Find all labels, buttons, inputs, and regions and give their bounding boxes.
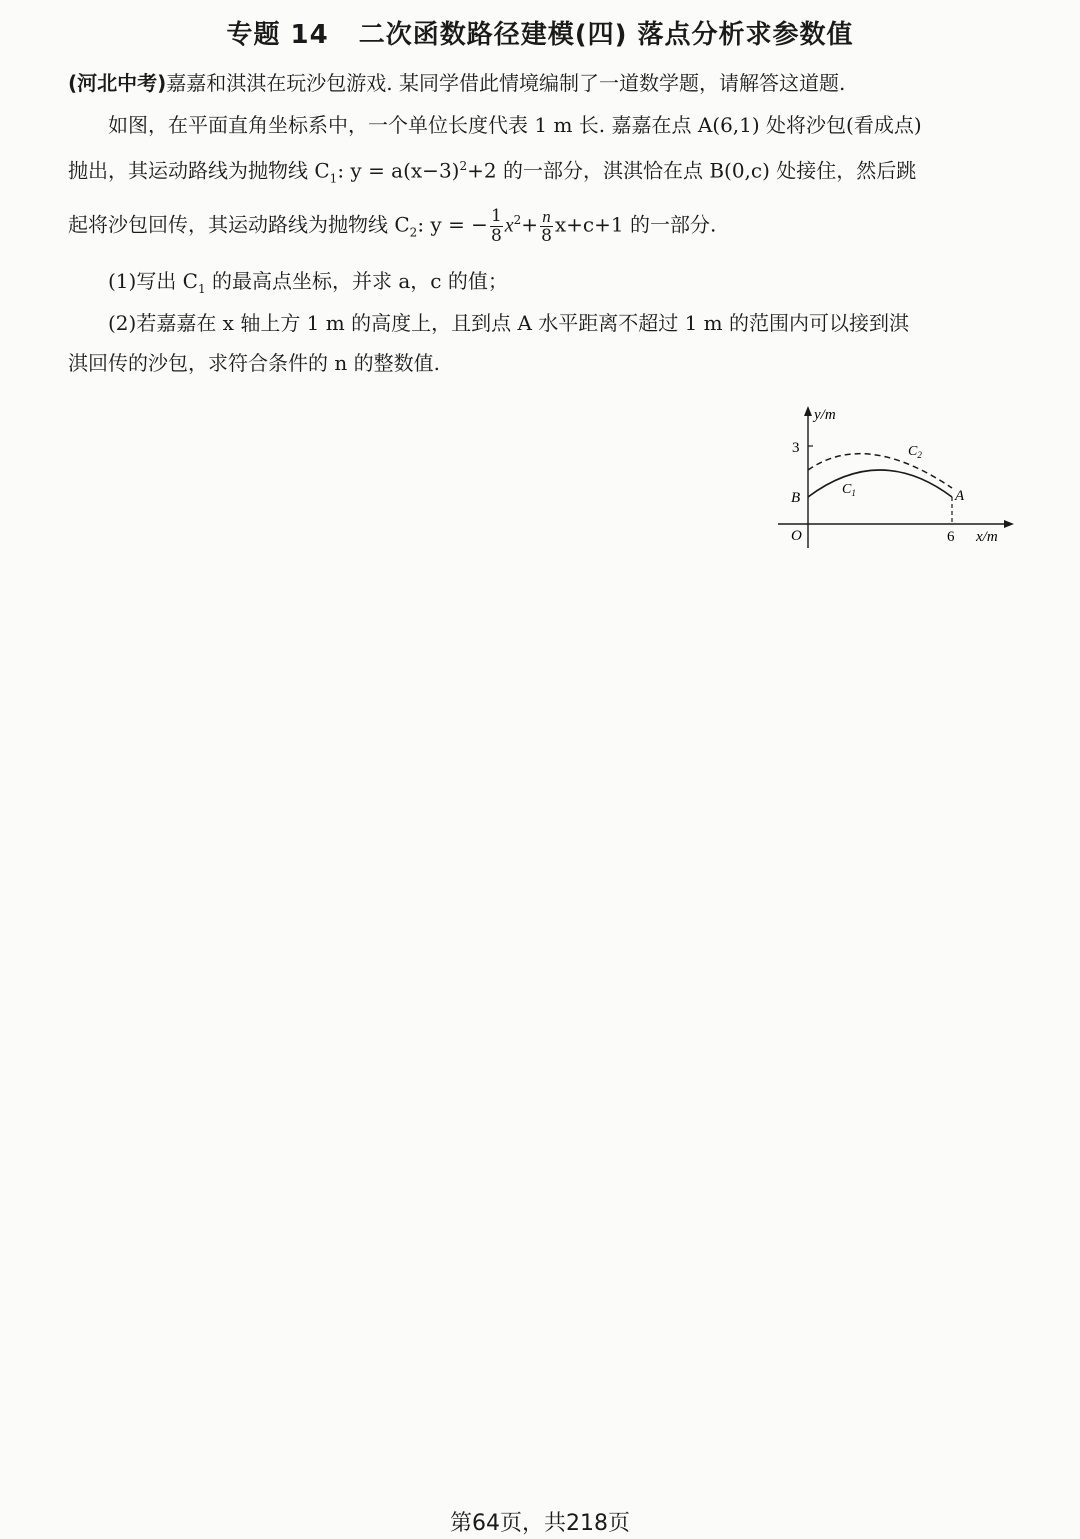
question-2-line-2: 淇回传的沙包，求符合条件的 n 的整数值.: [68, 351, 440, 375]
line3-part-b: : y = −: [417, 212, 488, 237]
curve-c1: [808, 470, 952, 497]
line2-part-b: : y = a(x−3): [337, 158, 460, 183]
line2-part-a: 抛出，其运动路线为抛物线 C: [68, 158, 330, 183]
question-1: [108, 266, 1008, 304]
problem-source: (河北中考): [68, 71, 167, 95]
problem-intro: [68, 68, 1008, 98]
x-axis-arrow: [1004, 520, 1014, 528]
origin-label: O: [791, 528, 802, 544]
line3-part-a: 起将沙包回传，其运动路线为抛物线 C: [68, 212, 410, 237]
q1-part-b: 的最高点坐标，并求 a，c 的值；: [205, 269, 508, 293]
title-topic-number: 专题 14: [226, 20, 329, 50]
page-footer: 第64页，共218页: [450, 1511, 630, 1536]
fraction-n-denominator: 8: [541, 225, 552, 246]
intro-text: 嘉嘉和淇淇在玩沙包游戏. 某同学借此情境编制了一道数学题，请解答这道题.: [166, 71, 846, 95]
y-axis-label: y/m: [814, 407, 836, 423]
line3-x: x: [504, 214, 514, 237]
x-tick-label: 6: [947, 529, 955, 545]
fraction-denominator: 8: [490, 225, 502, 246]
q1-part-a: (1)写出 C: [108, 269, 198, 293]
line3-part-e: x+c+1 的一部分.: [554, 212, 717, 237]
page-title: [0, 14, 1080, 51]
c2-subscript: 2: [409, 225, 418, 240]
fraction-one-eighth: [490, 207, 503, 246]
point-a-label: A: [955, 488, 965, 504]
line3-plus: +: [521, 212, 539, 237]
problem-line-2: [68, 151, 1008, 194]
q1-c1-subscript: 1: [198, 282, 206, 296]
coordinate-figure: [770, 398, 1020, 558]
y-tick-label: 3: [792, 440, 800, 456]
fraction-n-numerator: n: [540, 207, 553, 227]
point-b-label: B: [791, 490, 801, 506]
fraction-numerator: 1: [490, 205, 502, 226]
x-axis-label: x/m: [976, 529, 998, 545]
problem-line-1: 如图，在平面直角坐标系中，一个单位长度代表 1 m 长. 嘉嘉在点 A(6,1) 处将沙包(看成点): [108, 113, 922, 137]
line2-part-c: +2 的一部分，淇淇恰在点 B(0,c) 处接住，然后跳: [467, 158, 917, 183]
square-superscript: 2: [459, 159, 468, 173]
fraction-n-over-eight: [540, 207, 553, 246]
title-topic-name: 二次函数路径建模(四) 落点分析求参数值: [358, 20, 854, 50]
c1-subscript: 1: [329, 171, 338, 186]
curve-c2-label: $C_2$: [908, 444, 922, 460]
curve-c1-label: $C_1$: [842, 482, 856, 498]
x-square-superscript: 2: [513, 213, 522, 227]
problem-line-3: [68, 198, 1008, 255]
y-axis-arrow: [804, 406, 812, 416]
question-2-line-1: (2)若嘉嘉在 x 轴上方 1 m 的高度上，且到点 A 水平距离不超过 1 m 的范围内可以接到淇: [108, 311, 910, 335]
